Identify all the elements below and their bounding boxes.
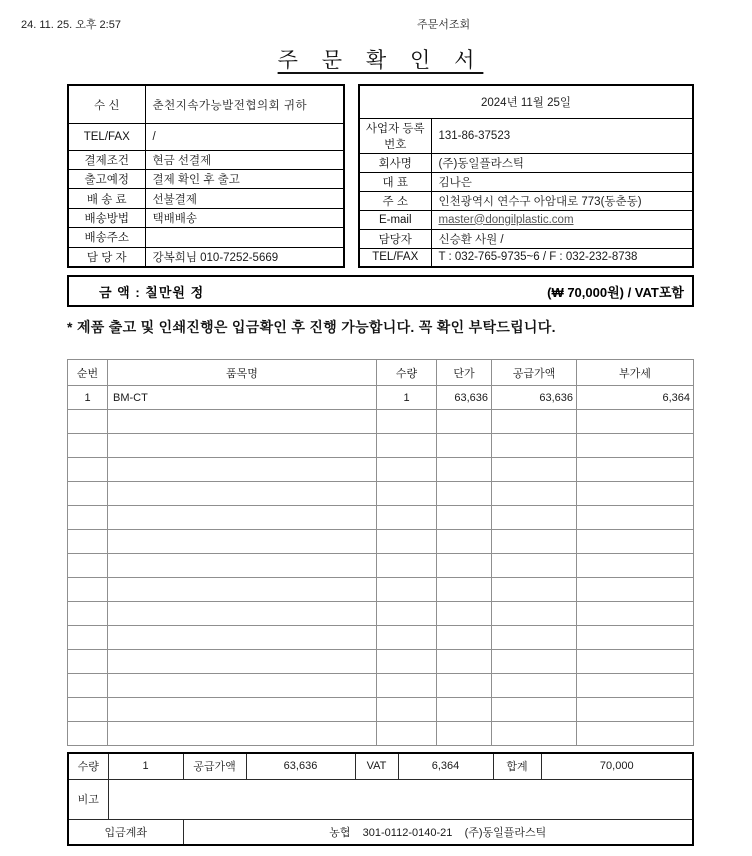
items-empty-row xyxy=(68,554,694,578)
summary-total-label: 합계 xyxy=(493,753,541,779)
item-name: BM-CT xyxy=(108,386,377,410)
business-number-value: 131-86-37523 xyxy=(431,118,693,153)
business-number-label: 사업자 등록번호 xyxy=(359,118,431,153)
bank-account-row xyxy=(68,819,693,845)
shipping-method-label: 배송방법 xyxy=(68,208,145,227)
items-empty-row xyxy=(68,602,694,626)
contact-person-label: 담 당 자 xyxy=(68,247,145,267)
col-header-item-name: 품목명 xyxy=(108,360,377,386)
shipping-address-value xyxy=(145,228,344,247)
print-timestamp: 24. 11. 25. 오후 2:57 xyxy=(21,19,121,31)
company-name-value: (주)동일플라스틱 xyxy=(431,153,693,172)
summary-qty-value: 1 xyxy=(108,753,183,779)
item-unit-price: 63,636 xyxy=(437,386,492,410)
shipping-fee-row xyxy=(68,189,344,208)
item-vat: 6,364 xyxy=(577,386,694,410)
recipient-row xyxy=(68,85,344,124)
summary-total-value: 70,000 xyxy=(541,753,693,779)
items-empty-row xyxy=(68,626,694,650)
recipient-value: 춘천지속가능발전협의회 귀하 xyxy=(145,85,344,124)
items-empty-row xyxy=(68,434,694,458)
tel-fax-value: / xyxy=(145,124,344,151)
items-empty-row xyxy=(68,530,694,554)
payment-terms-value: 현금 선결제 xyxy=(145,150,344,169)
remark-value xyxy=(108,779,693,819)
summary-qty-label: 수량 xyxy=(68,753,108,779)
shipping-address-row xyxy=(68,228,344,247)
remark-row xyxy=(68,779,693,819)
items-empty-row xyxy=(68,410,694,434)
total-amount-box xyxy=(67,275,694,307)
items-header-row xyxy=(68,360,694,386)
col-header-qty: 수량 xyxy=(377,360,437,386)
address-label: 주 소 xyxy=(359,191,431,210)
summary-supply-label: 공급가액 xyxy=(183,753,246,779)
supplier-telfax-label: TEL/FAX xyxy=(359,248,431,267)
summary-totals-row xyxy=(68,753,693,779)
item-row xyxy=(68,386,694,410)
amount-in-numbers: (₩ 70,000원) / VAT포함 xyxy=(547,284,684,300)
recipient-info-table xyxy=(67,84,345,268)
bank-account-value: 농협 301-0112-0140-21 (주)동일플라스틱 xyxy=(183,819,693,845)
print-doc-name: 주문서조회 xyxy=(417,19,471,31)
items-empty-row xyxy=(68,722,694,746)
items-empty-rows xyxy=(68,410,694,746)
summary-supply-value: 63,636 xyxy=(246,753,355,779)
items-empty-row xyxy=(68,458,694,482)
tel-fax-label: TEL/FAX xyxy=(68,124,145,151)
shipping-fee-value: 선불결제 xyxy=(145,189,344,208)
col-header-no: 순번 xyxy=(68,360,108,386)
recipient-label: 수 신 xyxy=(68,85,145,124)
bank-account-label: 입금계좌 xyxy=(68,819,183,845)
address-row xyxy=(359,191,693,210)
payment-terms-label: 결제조건 xyxy=(68,150,145,169)
document-title xyxy=(67,44,694,74)
items-empty-row xyxy=(68,578,694,602)
col-header-unit-price: 단가 xyxy=(437,360,492,386)
payment-notice: * 제품 출고 및 인쇄진행은 입금확인 후 진행 가능합니다. 꼭 확인 부탁드립니다. xyxy=(67,319,556,335)
tel-fax-row xyxy=(68,124,344,151)
shipping-method-value: 택배배송 xyxy=(145,208,344,227)
supplier-telfax-value: T : 032-765-9735~6 / F : 032-232-8738 xyxy=(431,248,693,267)
item-no: 1 xyxy=(68,386,108,410)
summary-table xyxy=(67,752,694,846)
items-empty-row xyxy=(68,506,694,530)
shipping-schedule-value: 결제 확인 후 출고 xyxy=(145,170,344,189)
supplier-contact-row xyxy=(359,229,693,248)
ceo-row xyxy=(359,172,693,191)
supplier-info-table xyxy=(358,84,694,268)
items-empty-row xyxy=(68,482,694,506)
supplier-telfax-row xyxy=(359,248,693,267)
company-name-label: 회사명 xyxy=(359,153,431,172)
item-qty: 1 xyxy=(377,386,437,410)
email-row xyxy=(359,210,693,229)
document-body xyxy=(67,0,694,846)
shipping-schedule-row xyxy=(68,170,344,189)
col-header-vat: 부가세 xyxy=(577,360,694,386)
amount-in-words: 금 액 : 칠만원 정 xyxy=(99,284,205,300)
summary-vat-label: VAT xyxy=(355,753,398,779)
email-label: E-mail xyxy=(359,210,431,229)
address-value: 인천광역시 연수구 아암대로 773(동춘동) xyxy=(431,191,693,210)
shipping-schedule-label: 출고예정 xyxy=(68,170,145,189)
email-link[interactable]: master@dongilplastic.com xyxy=(438,213,574,226)
business-number-row xyxy=(359,118,693,153)
company-name-row xyxy=(359,153,693,172)
contact-person-value: 강복희님 010-7252-5669 xyxy=(145,247,344,267)
shipping-method-row xyxy=(68,208,344,227)
remark-label: 비고 xyxy=(68,779,108,819)
header-info-section xyxy=(67,84,694,268)
supplier-contact-label: 담당자 xyxy=(359,229,431,248)
item-supply-price: 63,636 xyxy=(492,386,577,410)
contact-person-row xyxy=(68,247,344,267)
document-title-text: 주 문 확 인 서 xyxy=(277,49,484,72)
col-header-supply-price: 공급가액 xyxy=(492,360,577,386)
supplier-contact-value: 신승환 사원 / xyxy=(431,229,693,248)
email-cell xyxy=(431,210,693,229)
items-empty-row xyxy=(68,698,694,722)
summary-vat-value: 6,364 xyxy=(398,753,493,779)
date-row xyxy=(359,85,693,118)
ceo-value: 김나은 xyxy=(431,172,693,191)
order-date: 2024년 11월 25일 xyxy=(359,85,693,118)
shipping-address-label: 배송주소 xyxy=(68,228,145,247)
items-empty-row xyxy=(68,674,694,698)
ceo-label: 대 표 xyxy=(359,172,431,191)
order-items-table xyxy=(67,359,694,746)
items-empty-row xyxy=(68,650,694,674)
payment-terms-row xyxy=(68,150,344,169)
shipping-fee-label: 배 송 료 xyxy=(68,189,145,208)
